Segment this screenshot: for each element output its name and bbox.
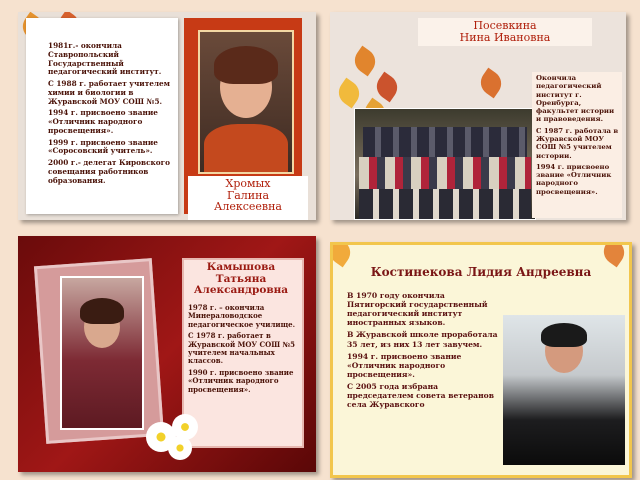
bio-line: С 2005 года избрана председателем совета ветеранов села Журавского xyxy=(347,381,494,410)
person-name: Костинекова Лидия Андреевна xyxy=(370,265,592,279)
bio-line: 2000 г.- делегат Кировского совещания работников образования. xyxy=(48,158,170,185)
bio-line: 1990 г. присвоено звание «Отличник народного просвещения». xyxy=(188,367,294,394)
bio-line: 1999 г. присвоено звание «Соросовский учитель». xyxy=(48,137,158,156)
portrait-photo xyxy=(503,315,625,465)
name-line: Александровна xyxy=(193,284,289,297)
daisy-flowers-icon xyxy=(138,412,208,462)
person-name xyxy=(418,18,592,46)
bio-line: С 1988 г. работает учителем химии и биологии в Журавской МОУ СОШ №5. xyxy=(48,79,170,106)
bio-text xyxy=(347,291,503,412)
portrait-photo xyxy=(60,276,144,430)
slide-posevkina xyxy=(330,12,626,220)
autumn-leaf-icon xyxy=(372,72,403,103)
autumn-leaf-icon xyxy=(599,242,630,267)
name-line: Алексеевна xyxy=(214,200,282,214)
bio-text xyxy=(188,304,296,397)
name-line: Хромых xyxy=(225,177,271,190)
bio-line: В 1970 году окончила Пятигорский государственный педагогический институт иностранных языков. xyxy=(347,291,488,328)
person-name xyxy=(188,176,308,220)
bio-text xyxy=(48,42,172,188)
bio-line: 1994 г. присвоено звание «Отличник народного просвещения». xyxy=(347,351,462,379)
autumn-leaf-icon xyxy=(476,68,507,99)
bio-line: С 1987 г. работала в Журавской МОУ СОШ №5 учителем истории. xyxy=(536,126,619,160)
class-group-photo xyxy=(354,108,536,220)
person-name xyxy=(184,262,298,297)
name-line: Татьяна xyxy=(215,272,267,285)
slide-khromykh xyxy=(18,12,316,220)
autumn-leaf-icon xyxy=(350,46,381,77)
bio-line: 1978 г. – окончила Минераловодское педагогическое училище. xyxy=(188,303,296,329)
bio-line: Окончила педагогический институт г. Оренбурга, факультет истории и правоведения. xyxy=(536,74,615,124)
name-line: Нина Ивановна xyxy=(459,31,551,45)
portrait-photo xyxy=(198,30,294,174)
slide-kostinekova xyxy=(330,242,632,478)
bio-text xyxy=(536,74,620,199)
autumn-leaf-icon xyxy=(330,242,355,267)
bio-line: 1981г.- окончила Ставропольский Государственный педагогический институт. xyxy=(48,41,162,77)
bio-line: С 1978 г. работает в Журавской МОУ СОШ №5 учителем начальных классов. xyxy=(188,331,295,366)
autumn-leaf-icon xyxy=(334,78,365,109)
name-line: Посевкина xyxy=(473,19,537,32)
bio-line: 1994 г. присвоено звание «Отличник народного просвещения». xyxy=(48,108,158,135)
bio-line: В Журавской школе проработала 35 лет, из них 13 лет завучем. xyxy=(347,330,498,349)
name-line: Камышова xyxy=(206,261,276,273)
slide-kamyshova xyxy=(18,236,316,472)
name-line: Галина xyxy=(226,188,270,202)
bio-line: 1994 г. присвоено звание «Отличник народного просвещения». xyxy=(536,162,612,196)
